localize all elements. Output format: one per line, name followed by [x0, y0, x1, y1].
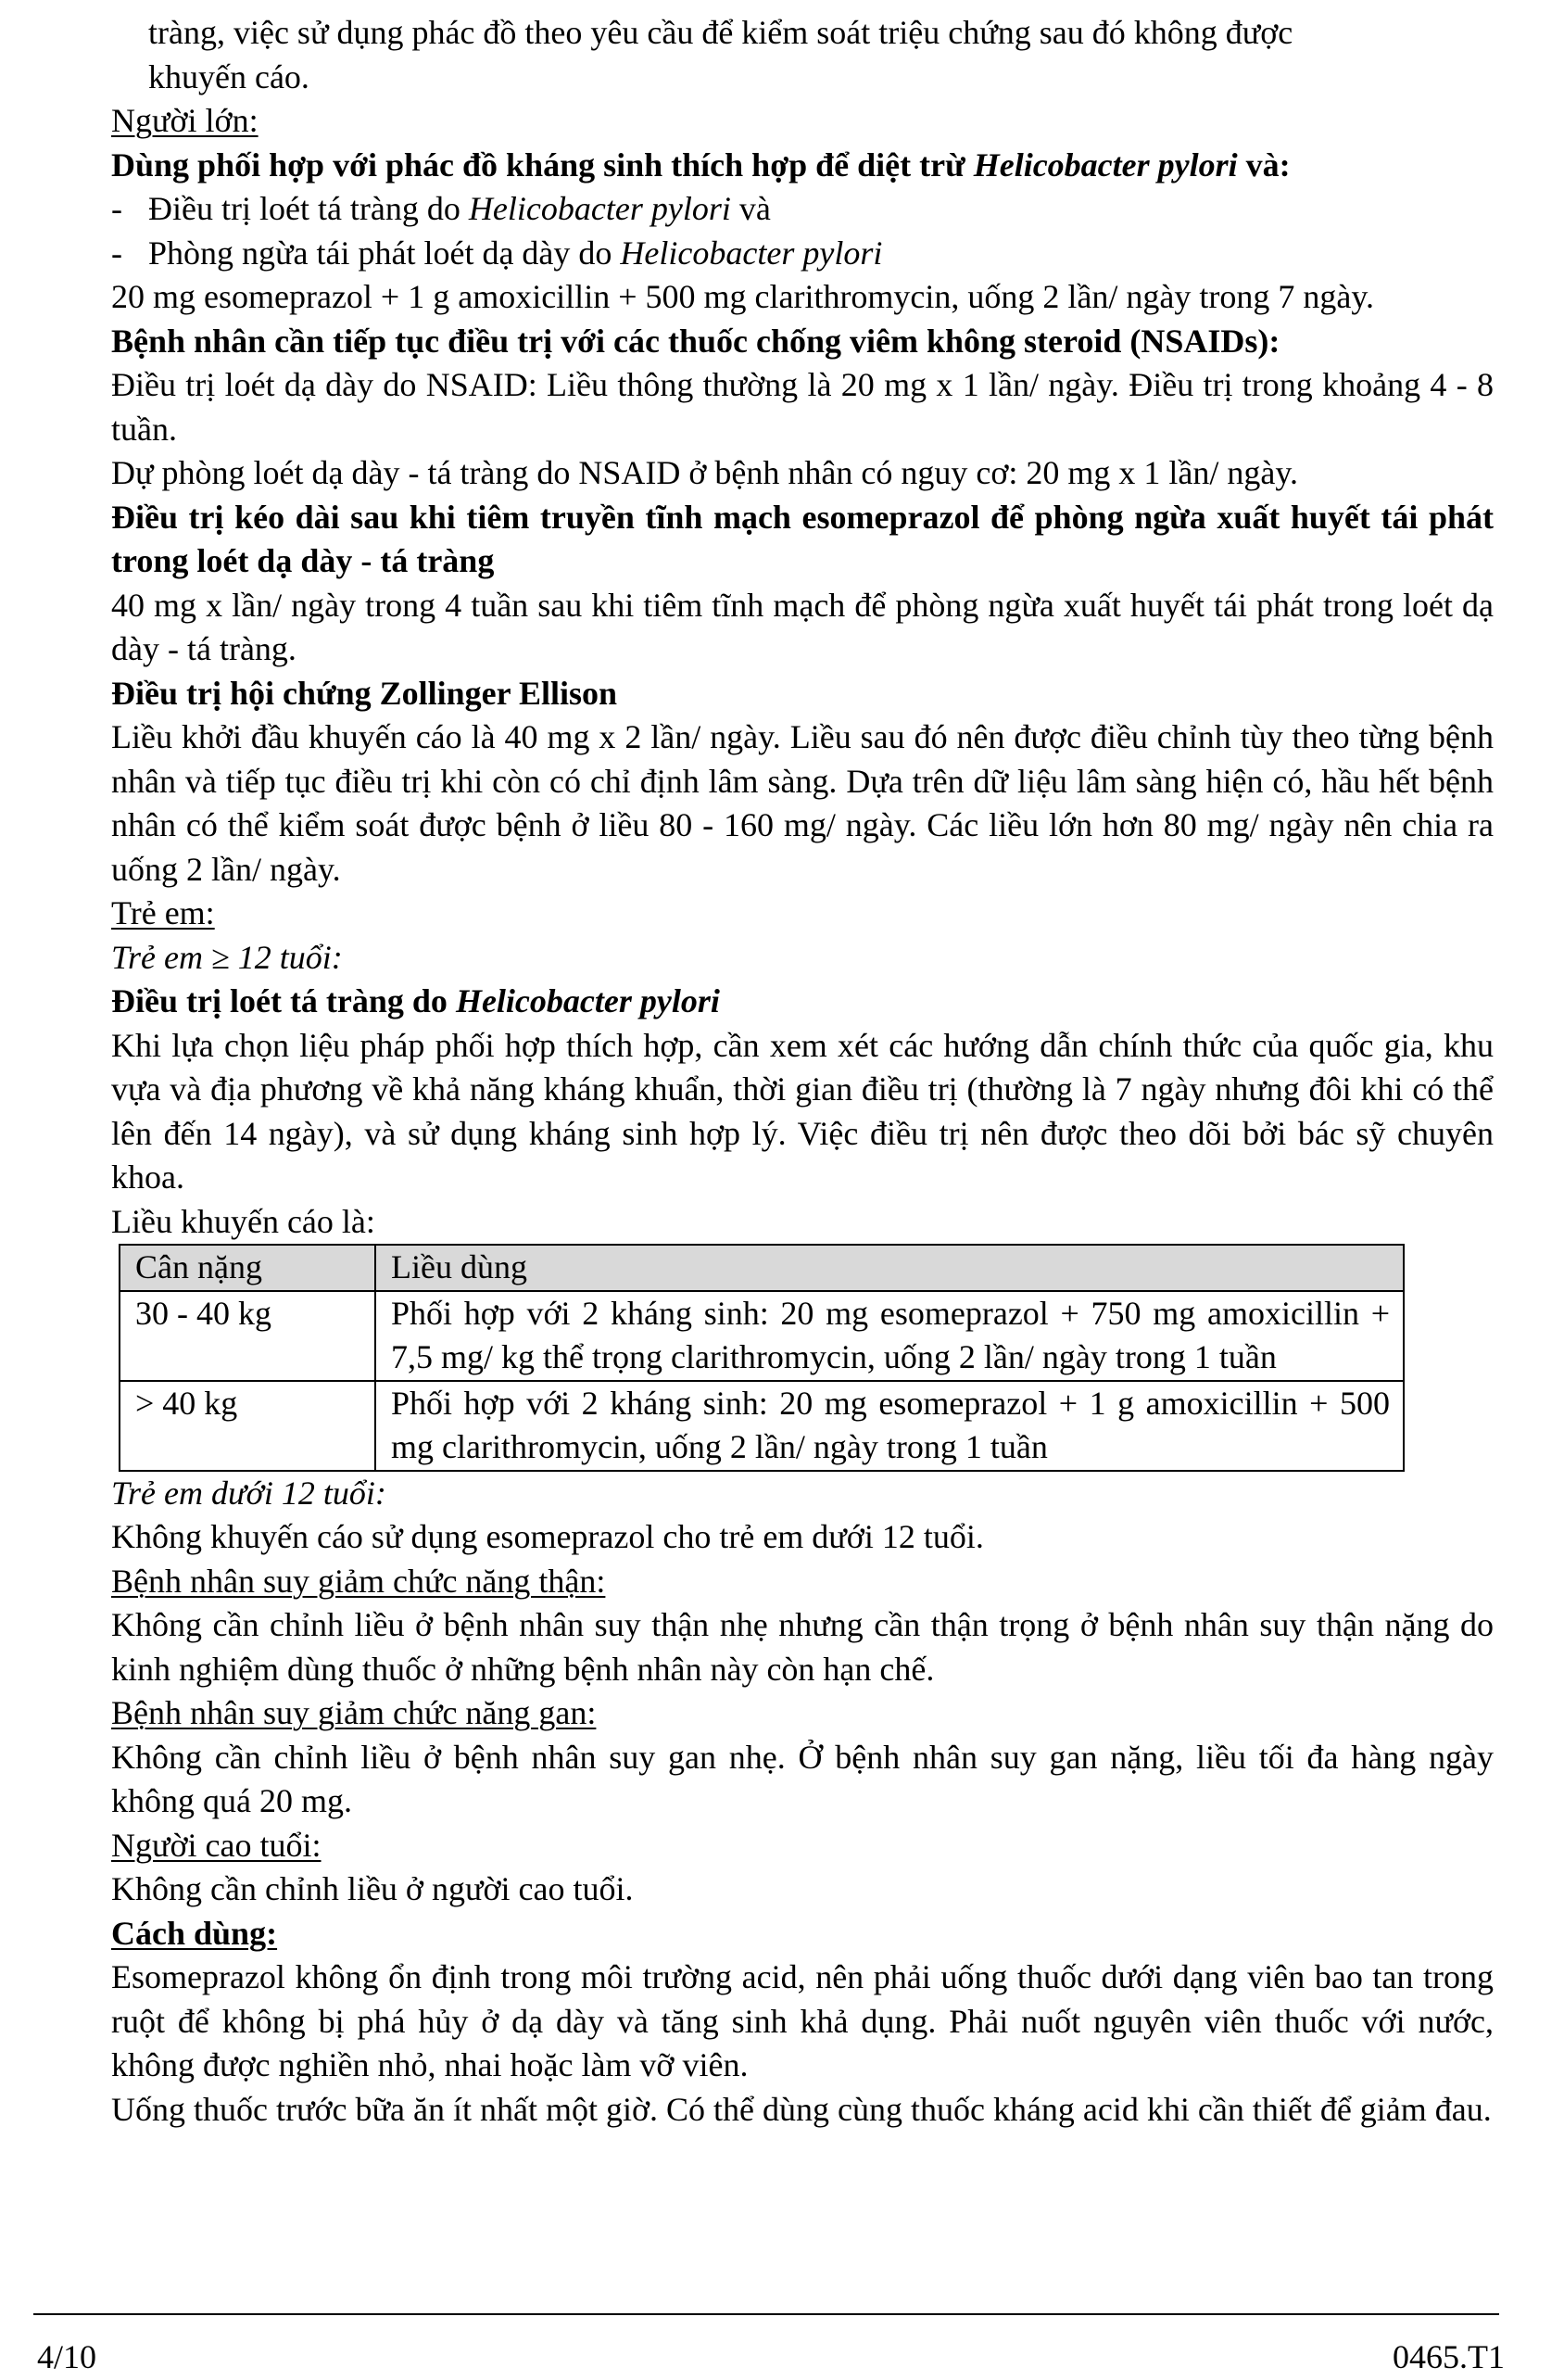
page-number: 4/10 [37, 2338, 97, 2375]
iv-text: 40 mg x lần/ ngày trong 4 tuần sau khi tiêm tĩnh mạch để phòng ngừa xuất huyết tái phát trong loét dạ dày - tá tràng. [111, 586, 1494, 667]
dose-table [119, 1244, 1405, 1472]
dose-cell: Phối hợp với 2 kháng sinh: 20 mg esomeprazol + 750 mg amoxicillin + 7,5 mg/ kg thể trọng clarithromycin, uống 2 lần/ ngày trong 1 tuần [375, 1291, 1404, 1381]
table-header-row [120, 1245, 1404, 1291]
hp-list-item: - Điều trị loét tá tràng do Helicobacter pylori và [111, 190, 771, 227]
column-header-dose: Liều dùng [375, 1245, 1404, 1291]
nsaid-prevention: Dự phòng loét dạ dày - tá tràng do NSAID ở bệnh nhân có nguy cơ: 20 mg x 1 lần/ ngày. [111, 454, 1299, 491]
ze-text: Liều khởi đầu khuyến cáo là 40 mg x 2 lần/ ngày. Liều sau đó nên được điều chỉnh tùy theo từng bệnh nhân và tiếp tục điều trị khi còn có chỉ định lâm sàng. Dựa trên dữ liệu lâm sàng hiện có, hầu hết bệnh nhân có thể kiểm soát được bệnh ở liều 80 - 160 mg/ ngày. Các liều lớn hơn 80 mg/ ngày nên chia ra uống 2 lần/ ngày. [111, 718, 1494, 888]
child-hp-text: Khi lựa chọn liệu pháp phối hợp thích hợp, cần xem xét các hướng dẫn chính thức của quốc gia, khu vựa và địa phương về khả năng kháng khuẩn, thời gian điều trị (thường là 7 ngày nhưng đôi khi có thể lên đến 14 ngày), và sử dụng kháng sinh hợp lý. Việc điều trị nên được theo dõi bởi bác sỹ chuyên khoa. [111, 1026, 1494, 1196]
recommended-dose-label: Liều khuyến cáo là: [111, 1202, 375, 1240]
hepatic-text: Không cần chỉnh liều ở bệnh nhân suy gan nhẹ. Ở bệnh nhân suy gan nặng, liều tối đa hàng ngày không quá 20 mg. [111, 1738, 1494, 1819]
hepatic-heading: Bệnh nhân suy giảm chức năng gan: [111, 1694, 597, 1731]
weight-cell: > 40 kg [120, 1381, 375, 1471]
ze-heading: Điều trị hội chứng Zollinger Ellison [111, 674, 618, 712]
nsaid-treatment: Điều trị loét dạ dày do NSAID: Liều thông thường là 20 mg x 1 lần/ ngày. Điều trị trong khoảng 4 - 8 tuần. [111, 366, 1494, 448]
hp-regimen: 20 mg esomeprazol + 1 g amoxicillin + 500 mg clarithromycin, uống 2 lần/ ngày trong 7 ngày. [111, 278, 1375, 315]
adult-heading: Người lớn: [111, 102, 259, 139]
table-row [120, 1291, 1404, 1381]
usage-text-2: Uống thuốc trước bữa ăn ít nhất một giờ. Có thể dùng cùng thuốc kháng acid khi cần thiết để giảm đau. [111, 2090, 1492, 2128]
weight-cell: 30 - 40 kg [120, 1291, 375, 1381]
table-row [120, 1381, 1404, 1471]
child-heading: Trẻ em: [111, 894, 215, 931]
hp-list-item: - Phòng ngừa tái phát loét dạ dày do Helicobacter pylori [111, 234, 883, 272]
child-under-12-heading: Trẻ em dưới 12 tuổi: [111, 1474, 386, 1512]
hp-heading: Dùng phối hợp với phác đồ kháng sinh thích hợp để diệt trừ Helicobacter pylori và: [111, 146, 1291, 184]
document-body [111, 11, 1494, 2132]
dose-cell: Phối hợp với 2 kháng sinh: 20 mg esomeprazol + 1 g amoxicillin + 500 mg clarithromycin, uống 2 lần/ ngày trong 1 tuần [375, 1381, 1404, 1471]
renal-heading: Bệnh nhân suy giảm chức năng thận: [111, 1562, 606, 1600]
usage-text-1: Esomeprazol không ổn định trong môi trường acid, nên phải uống thuốc dưới dạng viên bao tan trong ruột để không bị phá hủy ở dạ dày và tăng sinh khả dụng. Phải nuốt nguyên viên thuốc với nước, không được nghiền nhỏ, nhai hoặc làm vỡ viên. [111, 1958, 1494, 2083]
child-12-heading: Trẻ em ≥ 12 tuổi: [111, 938, 343, 976]
elderly-heading: Người cao tuổi: [111, 1826, 322, 1864]
document-code: 0465.T1 [1393, 2338, 1505, 2375]
child-under-12-text: Không khuyến cáo sử dụng esomeprazol cho trẻ em dưới 12 tuổi. [111, 1518, 984, 1555]
footer-rule [33, 2313, 1499, 2315]
column-header-weight: Cân nặng [120, 1245, 375, 1291]
nsaid-heading: Bệnh nhân cần tiếp tục điều trị với các thuốc chống viêm không steroid (NSAIDs): [111, 322, 1280, 360]
usage-heading: Cách dùng: [111, 1914, 278, 1952]
child-hp-heading: Điều trị loét tá tràng do Helicobacter pylori [111, 982, 720, 1019]
renal-text: Không cần chỉnh liều ở bệnh nhân suy thận nhẹ nhưng cần thận trọng ở bệnh nhân suy thận nặng do kinh nghiệm dùng thuốc ở những bệnh nhân này còn hạn chế. [111, 1606, 1494, 1688]
elderly-text: Không cần chỉnh liều ở người cao tuổi. [111, 1870, 634, 1907]
intro-paragraph: tràng, việc sử dụng phác đồ theo yêu cầu để kiểm soát triệu chứng sau đó không được khuyến cáo. [148, 14, 1293, 95]
iv-heading: Điều trị kéo dài sau khi tiêm truyền tĩnh mạch esomeprazol để phòng ngừa xuất huyết tái phát trong loét dạ dày - tá tràng [111, 498, 1494, 579]
